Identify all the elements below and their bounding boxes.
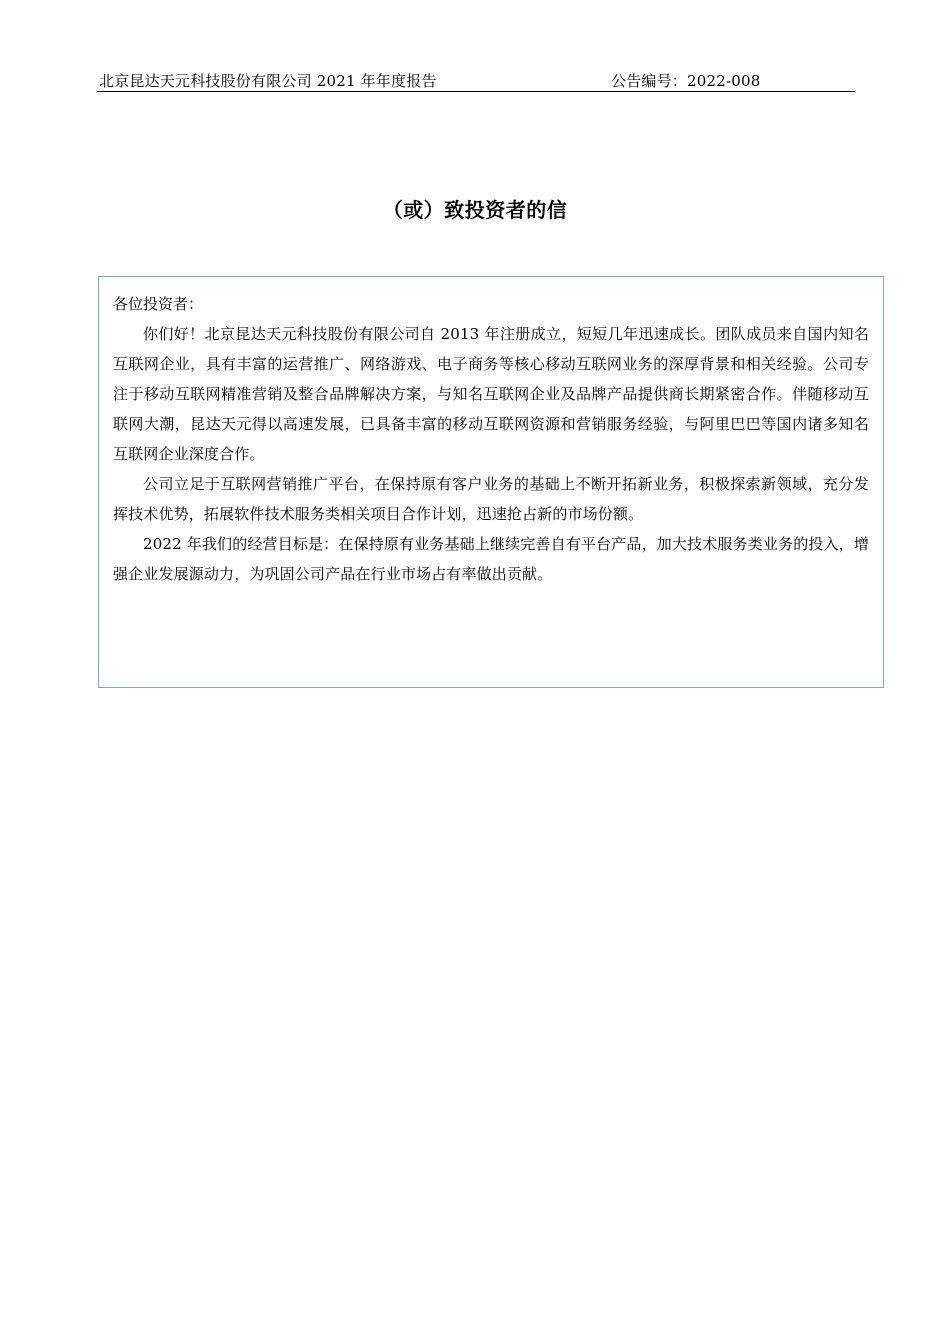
letter-paragraph-2: 公司立足于互联网营销推广平台，在保持原有客户业务的基础上不断开拓新业务，积极探索新领域，充分发挥技术优势，拓展软件技术服务类相关项目合作计划，迅速抢占新的市场份额。 (113, 475, 869, 523)
letter-salutation: 各位投资者： (113, 295, 204, 313)
announcement-number: 公告编号：2022-008 (611, 72, 761, 90)
letter-paragraph-3: 2022 年我们的经营目标是：在保持原有业务基础上继续完善自有平台产品，加大技术服务类业务的投入，增强企业发展源动力，为巩固公司产品在行业市场占有率做出贡献。 (113, 535, 869, 583)
report-title: 北京昆达天元科技股份有限公司 2021 年年度报告 (99, 72, 437, 90)
page-header (97, 62, 855, 92)
letter-box (98, 276, 884, 688)
letter-paragraph-1: 你们好！北京昆达天元科技股份有限公司自 2013 年注册成立，短短几年迅速成长。团队成员来自国内知名互联网企业，具有丰富的运营推广、网络游戏、电子商务等核心移动互联网业务的深厚背景和相关经验。公司专注于移动互联网精准营销及整合品牌解决方案，与知名互联网企业及品牌产品提供商长期紧密合作。伴随移动互联网大潮，昆达天元得以高速发展，已具备丰富的移动互联网资源和营销服务经验，与阿里巴巴等国内诸多知名互联网企业深度合作。 (113, 325, 869, 463)
section-title: （或）致投资者的信 (382, 198, 568, 222)
